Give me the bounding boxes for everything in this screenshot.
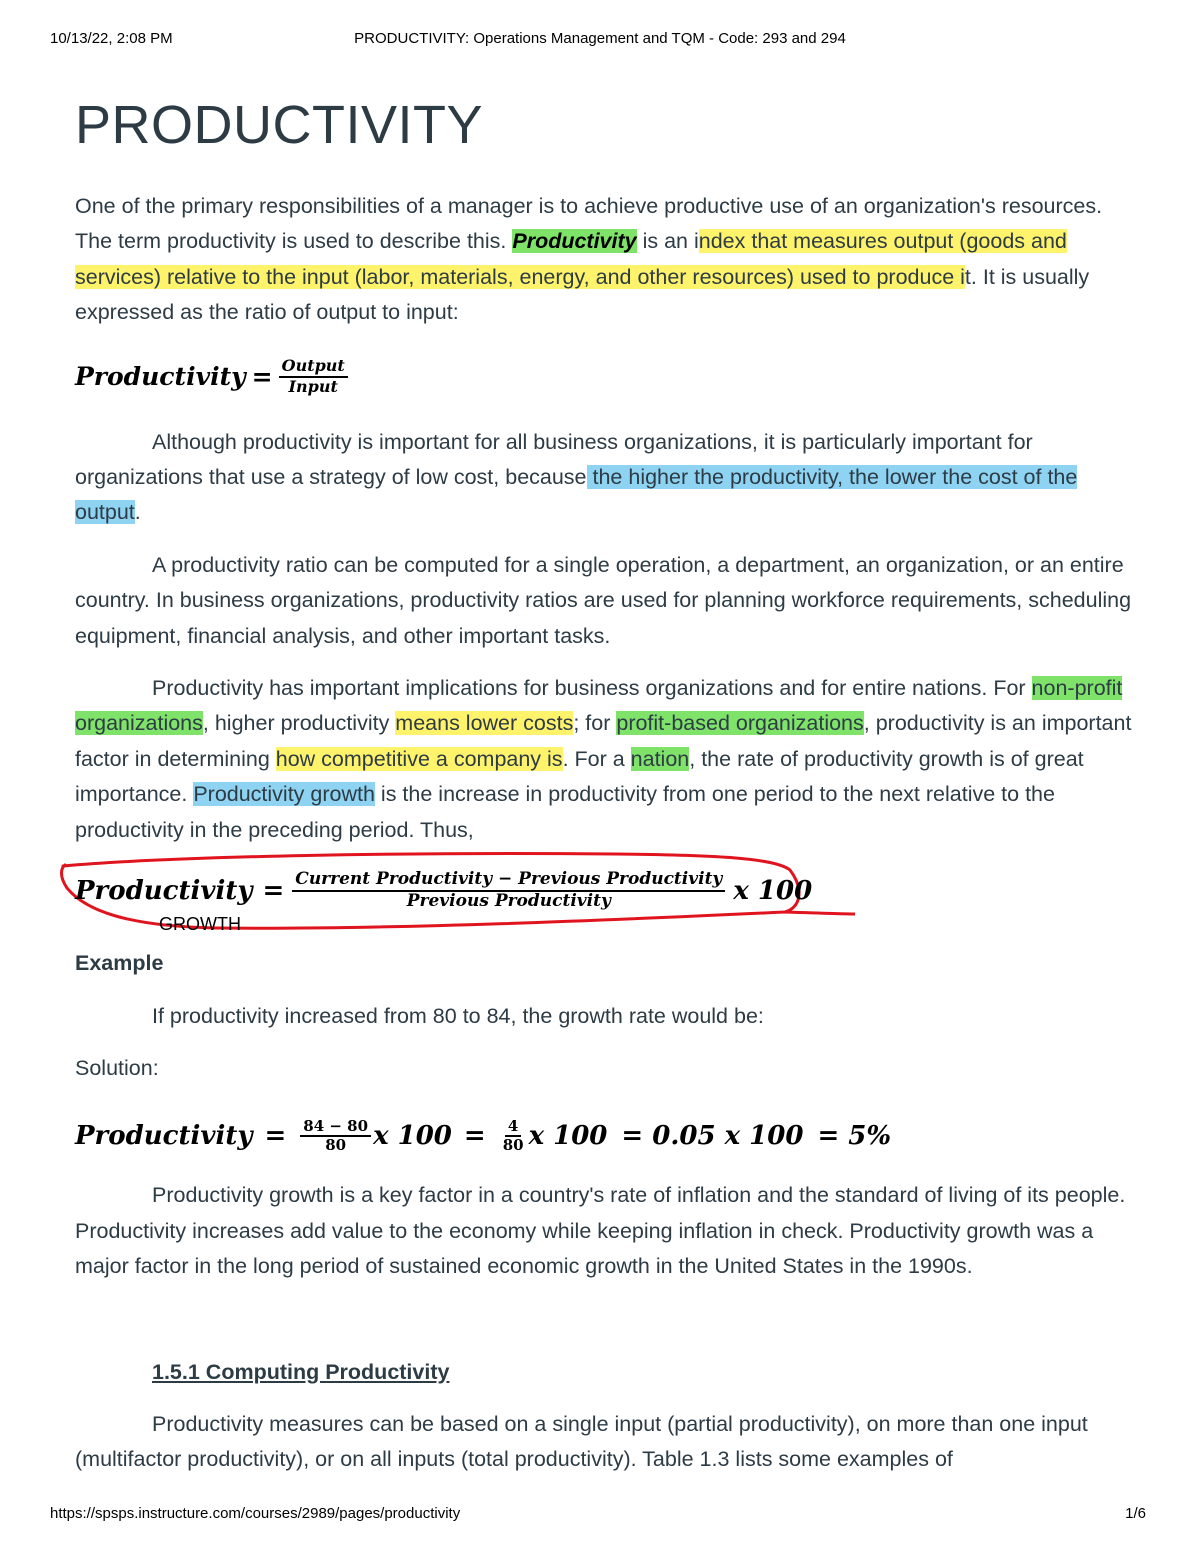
- text-run: .: [134, 500, 141, 525]
- highlight-higher-productivity: the higher the productivity, the lower the cost of the output: [75, 465, 1078, 525]
- equation-fraction-2: [500, 1118, 527, 1155]
- fraction-denominator: Previous Productivity: [406, 890, 611, 911]
- equation-multiplier-2: x 100: [528, 1121, 608, 1152]
- page-title: PRODUCTIVITY: [75, 95, 484, 155]
- section-heading: 1.5.1 Computing Productivity: [152, 1359, 450, 1384]
- fraction-denominator: 80: [502, 1136, 524, 1155]
- paragraph-low-cost: [75, 425, 1135, 531]
- equation-result: = 5%: [817, 1121, 892, 1152]
- paragraph-ratio-uses: A productivity ratio can be computed for a single operation, a department, an organization, or an entire country. In business organizations, productivity ratios are used for planning workforce requirements, scheduling equipment, financial analysis, and other important tasks.: [75, 552, 1132, 648]
- solution-label: Solution:: [75, 1055, 159, 1080]
- highlight-term-productivity: Productivity: [512, 229, 637, 254]
- text-run: ; for: [573, 711, 617, 736]
- fraction-denominator: Input: [288, 376, 338, 396]
- equation-lhs: Productivity: [75, 1121, 253, 1152]
- text-run: , higher productivity: [202, 711, 396, 736]
- paragraph-inflation: Productivity growth is a key factor in a country's rate of inflation and the standard of living of its people. Productivity increases add value to the economy while keeping inflation in check. Productivity growth was a major factor in the long period of sustained economic growth in the United States in the 1990s.: [75, 1183, 1126, 1279]
- equation-step-3: = 0.05 x 100: [621, 1121, 804, 1152]
- equation-fraction-1: [300, 1118, 371, 1155]
- paragraph-definition: [75, 189, 1135, 331]
- highlight-definition: ndex that measures output (goods and services) relative to the input (labor, materials, energy, and other resources) used to produce i: [75, 229, 1067, 289]
- equation-equals: =: [251, 362, 273, 392]
- highlight-nation: nation: [630, 746, 690, 771]
- print-page-title: PRODUCTIVITY: Operations Management and TQM - Code: 293 and 294: [354, 30, 846, 47]
- highlight-non-profit: non-profit organizations: [75, 676, 1123, 736]
- page-content: [75, 90, 1135, 1478]
- text-run: One of the primary responsibilities of a manager is to achieve productive use of an organization's resources. The term productivity is used to describe this.: [75, 194, 1103, 254]
- fraction-denominator: 80: [325, 1136, 347, 1155]
- highlight-lower-costs: means lower costs: [395, 711, 574, 736]
- example-text: If productivity increased from 80 to 84, the growth rate would be:: [152, 1003, 764, 1028]
- paragraph-measures: Productivity measures can be based on a single input (partial productivity), on more than one input (multifactor productivity), or on all inputs (total productivity). Table 1.3 lists some examples of: [75, 1411, 1088, 1472]
- paragraph-implications: [75, 671, 1135, 848]
- print-date: 10/13/22, 2:08 PM: [50, 30, 173, 47]
- equation-lhs: Productivity: [75, 362, 246, 392]
- highlight-productivity-growth: Productivity growth: [193, 782, 375, 807]
- highlight-competitive: how competitive a company is: [275, 746, 563, 771]
- equation-equals: =: [264, 1121, 287, 1152]
- equation-productivity-growth: [75, 858, 1135, 950]
- fraction-numerator: 84 − 80: [300, 1118, 371, 1137]
- highlight-profit-based: profit-based organizations: [616, 711, 864, 736]
- fraction-numerator: Current Productivity − Previous Productivity: [292, 870, 725, 892]
- fraction-numerator: 4: [505, 1118, 521, 1137]
- text-run: Although productivity is important for all business organizations, it is particularly important for organizations that use a strategy of low cost, because: [75, 429, 1033, 490]
- text-run: is an i: [636, 229, 699, 254]
- text-run: , the rate of productivity growth is of great importance.: [75, 746, 1084, 807]
- text-run: Productivity has important implications for business organizations and for entire nations. For: [152, 676, 1032, 701]
- equation-equals-2: =: [463, 1121, 486, 1152]
- equation-equals: =: [262, 875, 285, 906]
- growth-label: GROWTH: [159, 914, 241, 935]
- print-page-number: 1/6: [1125, 1505, 1146, 1522]
- equation-fraction: [292, 870, 725, 911]
- text-run: . For a: [562, 746, 631, 771]
- fraction-numerator: Output: [279, 357, 348, 377]
- text-run: is the increase in productivity from one period to the next relative to the productivity in the preceding period. Thus,: [75, 782, 1055, 842]
- equation-multiplier: x 100: [373, 1121, 452, 1152]
- equation-multiplier: x 100: [733, 875, 813, 906]
- example-heading: Example: [75, 951, 164, 976]
- equation-productivity-ratio: [75, 343, 1135, 411]
- growth-formula: [75, 870, 812, 911]
- section-heading-wrap: [75, 1355, 1135, 1390]
- equation-fraction: [279, 357, 348, 396]
- equation-solution: [75, 1096, 1135, 1176]
- text-run: , productivity is an important factor in determining: [75, 711, 1132, 771]
- equation-lhs: Productivity: [75, 875, 253, 906]
- text-run: t. It is usually expressed as the ratio of output to input:: [75, 264, 1090, 325]
- print-url: https://spsps.instructure.com/courses/2989/pages/productivity: [50, 1505, 461, 1522]
